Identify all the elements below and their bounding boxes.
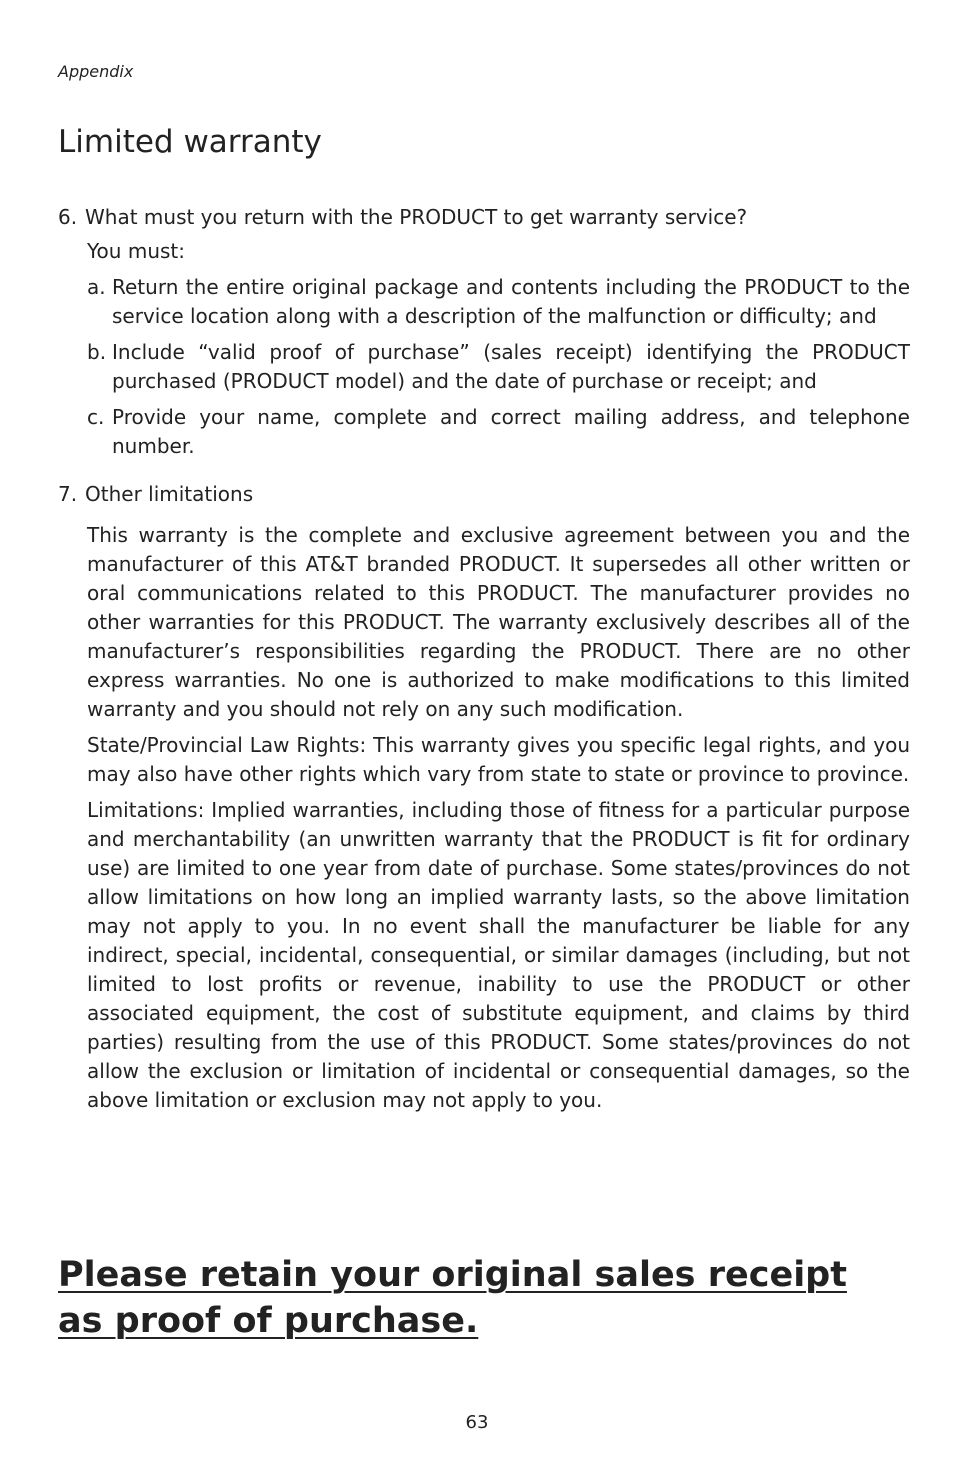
paragraph: State/Provincial Law Rights: This warranty gives you specific legal rights, and you may also have other rights which vary from state to state or province to province. bbox=[87, 733, 910, 786]
receipt-callout: Please retain your original sales receipt as proof of purchase. bbox=[58, 1255, 847, 1341]
question-number: 6. bbox=[58, 205, 78, 229]
list-item-letter: a. bbox=[87, 275, 106, 299]
requirements-list bbox=[87, 273, 910, 461]
question-6 bbox=[58, 203, 910, 461]
page-title: Limited warranty bbox=[58, 124, 322, 160]
question-number: 7. bbox=[58, 482, 78, 506]
warranty-content bbox=[58, 203, 910, 1122]
list-item bbox=[87, 338, 910, 396]
list-item-text: Provide your name, complete and correct mailing address, and telephone number. bbox=[112, 405, 910, 458]
list-item-text: Include “valid proof of purchase” (sales receipt) identifying the PRODUCT purchased (PRODUCT model) and the date of purchase or receipt; and bbox=[112, 340, 910, 393]
list-item-text: Return the entire original package and contents including the PRODUCT to the service location along with a description of the malfunction or difficulty; and bbox=[112, 275, 910, 328]
list-item-letter: c. bbox=[87, 405, 105, 429]
page-number: 63 bbox=[465, 1412, 489, 1433]
question-6-heading bbox=[58, 203, 910, 232]
section-label: Appendix bbox=[58, 62, 134, 81]
list-item bbox=[87, 403, 910, 461]
question-text: What must you return with the PRODUCT to get warranty service? bbox=[85, 205, 748, 229]
paragraph: This warranty is the complete and exclusive agreement between you and the manufacturer of this AT&T branded PRODUCT. It supersedes all other written or oral communications related to this PRODUCT. The manufacturer provides no other warranties for this PRODUCT. The warranty exclusively describes all of the manufacturer’s responsibilities regarding the PRODUCT. There are no other express warranties. No one is authorized to make modifications to this limited warranty and you should not rely on any such modification. bbox=[87, 523, 910, 721]
list-item-letter: b. bbox=[87, 340, 107, 364]
paragraph: Limitations: Implied warranties, including those of fitness for a particular purpose and merchantability (an unwritten warranty that the PRODUCT is fit for ordinary use) are limited to one year from date of purchase. Some states/provinces do not allow limitations on how long an implied warranty lasts, so the above limitation may not apply to you. In no event shall the manufacturer be liable for any indirect, special, incidental, consequential, or similar damages (including, but not limited to lost profits or revenue, inability to use the PRODUCT or other associated equipment, the cost of substitute equipment, and claims by third parties) resulting from the use of this PRODUCT. Some states/provinces do not allow the exclusion or limitation of incidental or consequential damages, so the above limitation or exclusion may not apply to you. bbox=[87, 798, 910, 1112]
question-text: Other limitations bbox=[85, 482, 254, 506]
question-7-heading bbox=[58, 480, 910, 509]
question-6-intro: You must: bbox=[87, 239, 185, 263]
list-item bbox=[87, 273, 910, 331]
question-7 bbox=[58, 480, 910, 1115]
